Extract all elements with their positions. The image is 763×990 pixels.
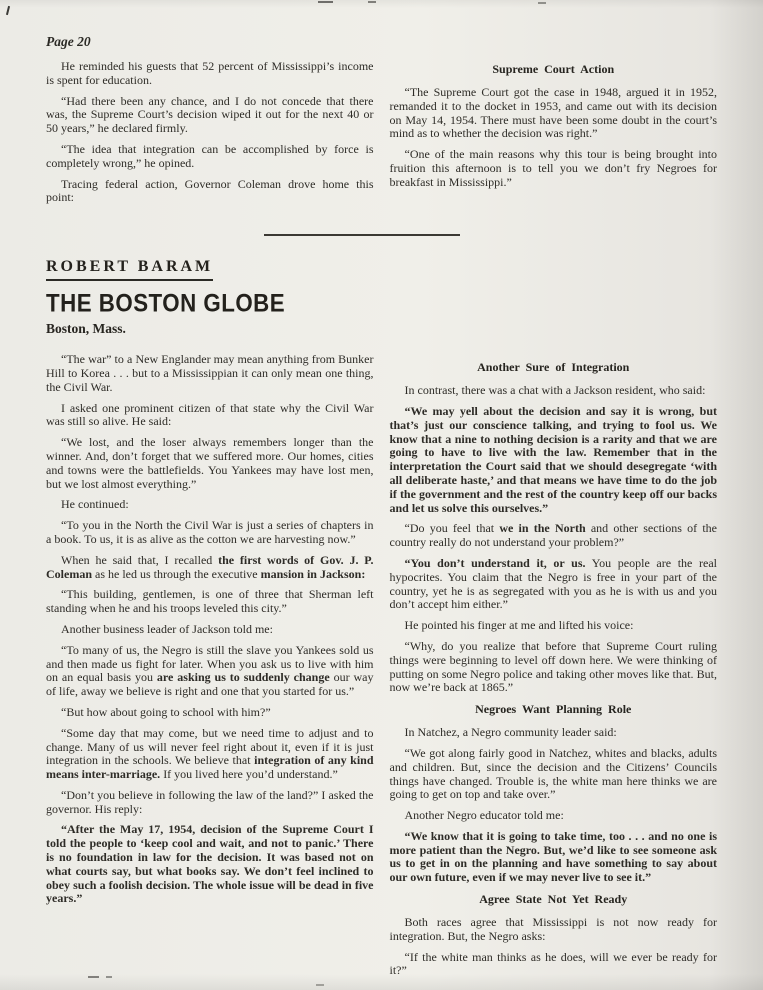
paragraph	[390, 640, 718, 695]
paragraph	[390, 405, 718, 515]
byline-block	[46, 258, 763, 337]
paragraph	[390, 557, 718, 612]
text-segment: and other sections of the country really do not understand your problem?”	[389, 521, 717, 550]
paragraph	[390, 916, 718, 944]
paragraph	[46, 60, 374, 88]
paragraph	[46, 823, 374, 906]
publication-location: Boston, Mass.	[46, 321, 126, 337]
text-segment: integration of any kind means inter-marriage.	[46, 753, 374, 782]
text-segment: “This building, gentlemen, is one of three that Sherman left standing when he and his troops leveled this city.”	[46, 587, 374, 616]
paragraph	[46, 95, 374, 136]
paragraph	[46, 554, 374, 582]
paragraph	[390, 86, 718, 141]
bottom-right-column	[390, 353, 718, 985]
text-segment: “Some day that may come, but we need time to adjust and to change. Many of us will never feel right about it, even if it is just integration in the schools. We believe that	[46, 725, 374, 768]
subsection-planning-role	[390, 702, 718, 885]
text-segment: He continued:	[61, 497, 129, 512]
paragraph	[46, 789, 374, 817]
paragraph	[46, 727, 374, 782]
paragraph	[390, 384, 718, 398]
paragraph	[46, 623, 374, 637]
text-segment: “The war” to a New Englander may mean anything from Bunker Hill to Korea . . . but to a Mississippian it can only mean one thing, the Civil War.	[46, 352, 374, 394]
text-segment: “We may yell about the decision and say it is wrong, but that’s just our conscience talking, and trying to fool us. We know that a nine to nothing decision is a rarity and that we are going to have to live with the law. Remember that in the interpretation the Court said that we should desegregate ‘with all deliberate haste,’ and that means we have time to do the job if the government and the rest of the country keep off our backs and let us solve this ourselves.”	[389, 403, 717, 515]
top-left-column	[46, 60, 374, 212]
paragraph	[390, 522, 718, 550]
state-not-ready-heading: Agree State Not Yet Ready	[479, 892, 628, 907]
text-segment: If you lived here you’d understand.”	[160, 767, 338, 782]
text-segment: He reminded his guests that 52 percent of Mississippi’s income is spent for education.	[46, 59, 374, 87]
top-right-paragraphs	[390, 86, 718, 190]
paragraph	[46, 588, 374, 616]
scan-artifact	[106, 976, 112, 978]
text-segment: mansion in Jackson:	[260, 566, 366, 581]
text-segment: as he led us through the executive	[92, 566, 261, 581]
text-segment: “The Supreme Court got the case in 1948, argued it in 1952, remanded it to the docket in 1953, and came out with its decision on May 14, 1954. There must have been some doubt in the court’s mind as to whether the decision was right.”	[389, 85, 717, 141]
paragraph	[390, 619, 718, 633]
section-divider	[264, 234, 460, 236]
planning-role-paragraphs	[390, 726, 718, 885]
paragraph	[390, 148, 718, 189]
text-segment: “Do you feel that	[404, 521, 500, 536]
paragraph	[46, 519, 374, 547]
text-segment: “Why, do you realize that before that Supreme Court ruling things were beginning to level off down here. We were thinking of putting on some Negro police and taking other moves like that. But, now we’re back at 1865.”	[389, 638, 717, 695]
text-segment: our way of life, away we believe is right and one that you started for us.”	[46, 670, 374, 699]
author-name: ROBERT BARAM	[46, 258, 213, 281]
paragraph	[390, 726, 718, 740]
paragraph	[46, 644, 374, 699]
text-segment: “We got along fairly good in Natchez, whites and blacks, adults and children. But, since the decision and the Citizens’ Councils things have changed. Trouble is, the white man here thinks we are going to get on top and take over.”	[389, 745, 717, 802]
state-not-ready-paragraphs	[390, 916, 718, 978]
text-segment: “We know that it is going to take time, too . . . and no one is more patient than the Negro. But, we’d like to see someone ask us to get in on the planning and have something to say about our own future, even if we may never live to see it.”	[389, 828, 717, 885]
scan-artifact	[88, 976, 99, 978]
text-segment: are asking us to suddenly change	[156, 670, 330, 685]
paragraph	[390, 747, 718, 802]
text-segment: “To you in the North the Civil War is just a series of chapters in a book. To us, it is as alive as the cotton we are harvesting now.”	[46, 518, 374, 546]
text-segment: Another business leader of Jackson told me:	[61, 621, 273, 636]
paragraph	[46, 498, 374, 512]
paragraph	[46, 706, 374, 720]
paragraph	[46, 353, 374, 394]
text-segment: In Natchez, a Negro community leader said:	[404, 725, 617, 740]
text-segment: In contrast, there was a chat with a Jackson resident, who said:	[404, 383, 706, 398]
supreme-court-action-heading: Supreme Court Action	[492, 62, 615, 76]
paragraph	[46, 143, 374, 171]
text-segment: “You don’t understand it, or us.	[404, 555, 586, 570]
subsection-integration	[390, 360, 718, 695]
text-segment: Tracing federal action, Governor Coleman drove home this point:	[46, 176, 374, 205]
text-segment: You people are the real hypocrites. You claim that the Negro is free in your part of the country, yet he is as segregated with you as he is with us and you don’t accept him either.”	[389, 555, 718, 612]
text-segment: “Had there been any chance, and I do not concede that there was, the Supreme Court’s decision wiped it out for the next 40 or 50 years,” he declared firmly.	[46, 93, 374, 136]
top-section	[0, 60, 763, 212]
integration-heading: Another Sure of Integration	[477, 360, 630, 375]
text-segment: “After the May 17, 1954, decision of the Supreme Court I told the people to ‘keep cool and wait, and not to panic.’ There is no foundation in law for the decision. It was based not on what courts say, but what books say. We don’t feel inclined to obey such a foolish decision. The whole issue will be dead in five years.”	[46, 822, 374, 906]
text-segment: Another Negro educator told me:	[404, 808, 564, 823]
scan-artifact	[316, 984, 324, 986]
text-segment: He pointed his finger at me and lifted his voice:	[404, 618, 634, 633]
text-segment: When he said that, I recalled	[61, 552, 219, 567]
bottom-left-column	[46, 353, 374, 985]
subsection-state-not-ready	[390, 892, 718, 978]
integration-paragraphs	[390, 384, 718, 695]
paragraph	[390, 951, 718, 979]
text-segment: “If the white man thinks as he does, will we ever be ready for it?”	[389, 949, 717, 978]
top-right-column	[390, 60, 718, 212]
paragraph	[390, 830, 718, 885]
paragraph	[390, 809, 718, 823]
text-segment: we in the North	[499, 521, 586, 536]
scan-artifact	[6, 6, 10, 15]
page-number: Page 20	[46, 34, 91, 49]
text-segment: “Don’t you believe in following the law of the land?” I asked the governor. His reply:	[46, 787, 374, 816]
publication-title: THE BOSTON GLOBE	[46, 289, 286, 318]
planning-role-heading: Negroes Want Planning Role	[475, 702, 632, 717]
text-segment: “We lost, and the loser always remembers longer than the winner. And, don’t forget that we suffered more. Our homes, cities and towns were the battlefields. You Yankees may have lost men, but we lost almost everything.”	[46, 435, 374, 491]
paragraph	[46, 436, 374, 491]
paragraph	[46, 178, 374, 206]
scan-artifact	[538, 2, 546, 4]
paragraph	[46, 402, 374, 430]
text-segment: I asked one prominent citizen of that state why the Civil War was still so alive. He said:	[46, 400, 374, 429]
scan-artifact	[368, 1, 376, 3]
text-segment: the first words of Gov. J. P. Coleman	[46, 552, 374, 581]
text-segment: “To many of us, the Negro is still the slave you Yankees sold us and then made us fight for later. When you ask us to live with him on an equal basis you	[46, 642, 374, 685]
text-segment: “One of the main reasons why this tour is being brought into fruition this afternoon is to tell you we don’t fry Negroes for breakfast in Mississippi.”	[389, 147, 717, 189]
text-segment: “The idea that integration can be accomplished by force is completely wrong,” he opined.	[46, 141, 374, 170]
text-segment: Both races agree that Mississippi is not now ready for integration. But, the Negro asks:	[389, 915, 717, 943]
text-segment: “But how about going to school with him?”	[61, 704, 271, 719]
scan-artifact	[318, 1, 333, 3]
bottom-section	[0, 353, 763, 985]
